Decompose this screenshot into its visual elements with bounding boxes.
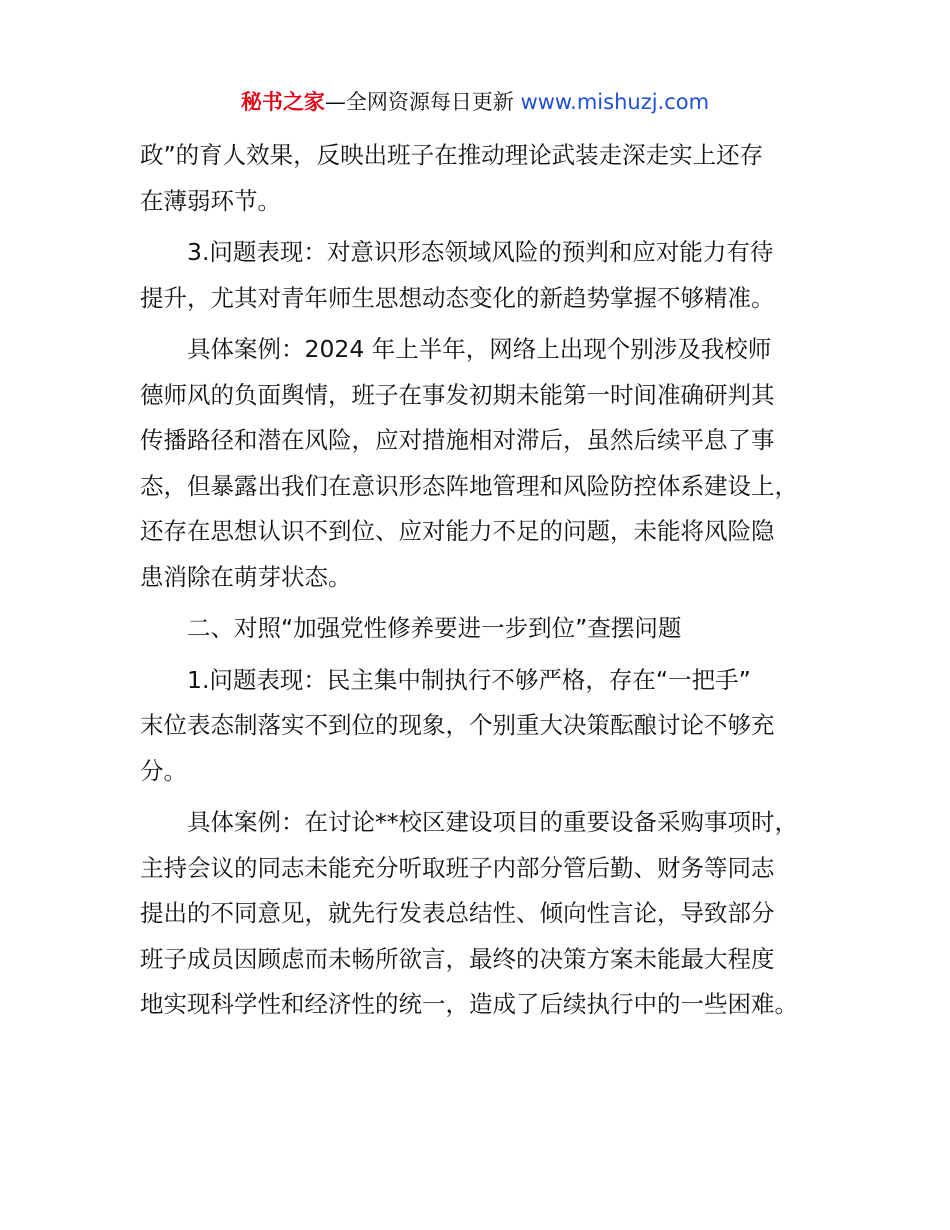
header-slogan: —全网资源每日更新	[324, 90, 521, 114]
text-line: 分。	[140, 756, 187, 785]
text-line: 德师风的负面舆情，班子在事发初期未能第一时间准确研判其	[140, 380, 775, 409]
text-line: 末位表态制落实不到位的现象，个别重大决策酝酿讨论不够充	[140, 711, 775, 739]
text-line: 地实现科学性和经济性的统一，造成了后续执行中的一些困难。	[140, 990, 798, 1018]
text-line: 在薄弱环节。	[140, 186, 281, 215]
document-body	[140, 133, 832, 1028]
brand-name: 秘书之家	[240, 90, 325, 114]
text-line: 具体案例：在讨论**校区建设项目的重要设备采购事项时，	[187, 808, 798, 836]
text-line: 提出的不同意见，就先行发表总结性、倾向性言论，导致部分	[140, 899, 775, 927]
site-url-link[interactable]: www.mishuzj.com	[520, 90, 710, 114]
text-line: 3.问题表现：对意识形态领域风险的预判和应对能力有待	[187, 238, 774, 266]
text-line: 提升，尤其对青年师生思想动态变化的新趋势掌握不够精准。	[140, 283, 775, 312]
page-header	[0, 86, 950, 118]
text-line: 1.问题表现：民主集中制执行不够严格，存在“一把手”	[187, 665, 751, 694]
text-line: 传播路径和潜在风险，应对措施相对滞后，虽然后续平息了事	[140, 426, 775, 454]
text-line: 患消除在萌芽状态。	[140, 562, 352, 591]
text-line: 二、对照“加强党性修养要进一步到位”查摆问题	[187, 614, 682, 642]
text-line: 还存在思想认识不到位、应对能力不足的问题，未能将风险隐	[140, 517, 775, 545]
text-line: 具体案例：2024 年上半年，网络上出现个别涉及我校师	[187, 335, 772, 363]
text-line: 政”的育人效果，反映出班子在推动理论武装走深走实上还存	[140, 141, 764, 169]
text-line: 态，但暴露出我们在意识形态阵地管理和风险防控体系建设上，	[140, 471, 798, 500]
text-line: 主持会议的同志未能充分听取班子内部分管后勤、财务等同志	[140, 853, 775, 882]
text-line: 班子成员因顾虑而未畅所欲言，最终的决策方案未能最大程度	[140, 944, 775, 973]
